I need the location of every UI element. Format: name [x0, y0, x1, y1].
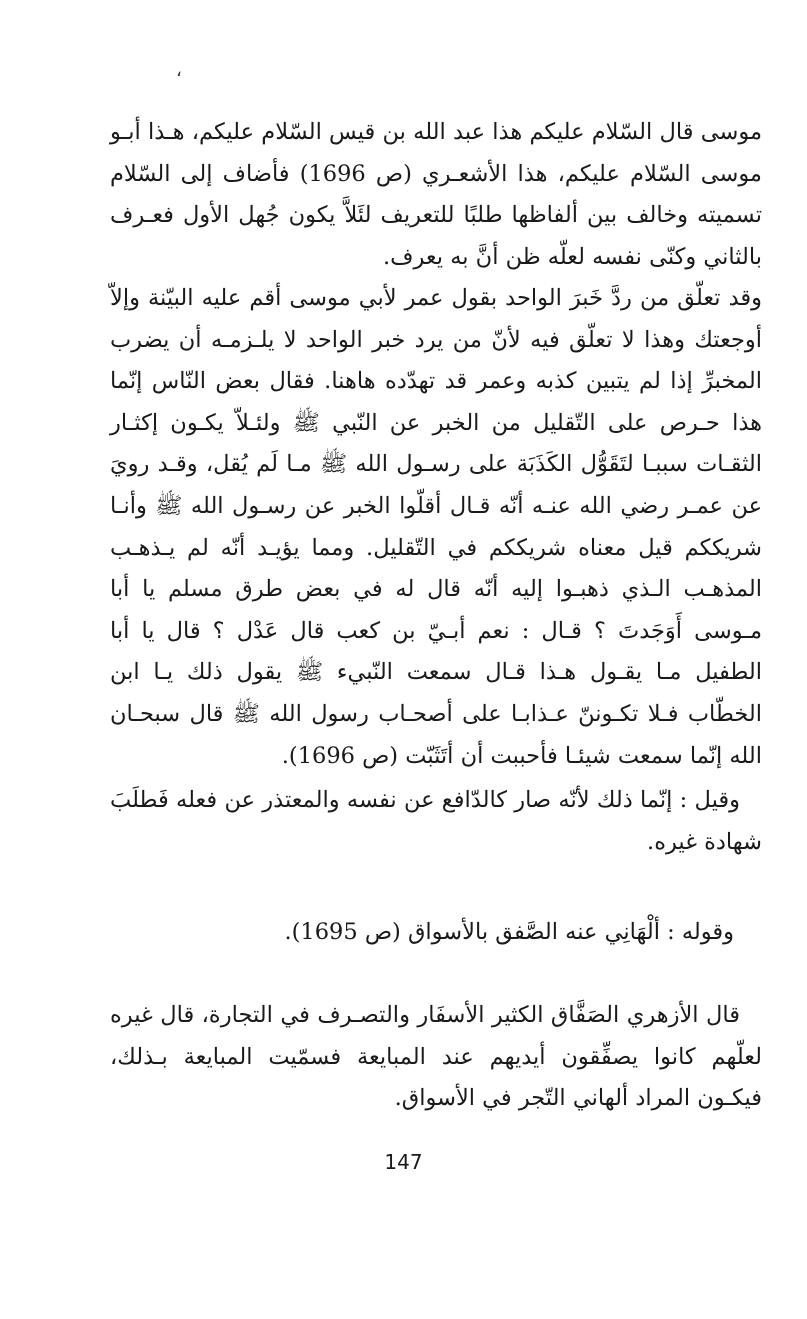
- page-number: 147: [384, 1150, 423, 1174]
- paragraph-text: موسى قال السّلام عليكم هذا عبد الله بن قيس السّلام عليكم، هـذا أبـو موسى السّلام عليكم، هذا الأشعـري (ص 1696) فأضاف إلى السّلام تسميته وخالف بين ألفاظها طلبًا للتعريف لئَلاَّ يكون جُهل الأول فعـرف بالثاني وكنّى نفسه لعلّه ظن أنَّ به يعرف.: [110, 119, 762, 270]
- top-mark: ،: [176, 60, 182, 81]
- paragraph-text: وقد تعلّق من ردَّ خَبرَ الواحد بقول عمر لأبي موسى أقم عليه البيّنة وإلاّ أوجعتك وهذا لا تعلّق فيه لأنّ من يرد خبر الواحد لا يلـزمـه أن يضرب المخبرِّ إذا لم يتبين كذبه وعمر قد تهدّده هاهنا. فقال بعض النّاس إنّما هذا حـرص على التّقليل من الخبر عن النّبي ﷺ ولئـلاّ يكـون إكثـار الثقـات سببـا لتَقَوُّل الكَذَبَة على رسـول الله ﷺ مـا لَم يُقل، وقـد رويَ عن عمـر رضي الله عنـه أنّه قـال أقلّوا الخبر عن رسـول الله ﷺ وأنـا شريككم قيل معناه شريككم في التّقليل. ومما يؤيـد أنّه لم يـذهـب المذهـب الـذي ذهبـوا إليه أنّه قال له في بعض طرق مسلم يا أبا مـوسى أَوَجَدتَ ؟ قـال : نعم أبـيّ بن كعب قال عَدْل ؟ قال يا أبا الطفيل مـا يقـول هـذا قـال سمعت النّبيء ﷺ يقول ذلك يـا ابن الخطّاب فـلا تكـوننّ عـذابـا على أصحـاب رسول الله ﷺ قال سبحـان الله إنّما سمعت شيئـا فأحببت أن أتَثَبّت (ص 1696).: [110, 285, 762, 769]
- paragraph-quote-heading: [110, 912, 762, 954]
- paragraph-text: وقيل : إنّما ذلك لأنّه صار كالدّافع عن نفسه والمعتذر عن فعله فَطلَبَ شهادة غيره.: [110, 787, 762, 855]
- paragraph-alternative-explanation: [110, 780, 762, 863]
- paragraph-azhari-commentary: [110, 995, 762, 1120]
- paragraph-text: قال الأزهري الصَفَّاق الكثير الأسفَار والتصـرف في التجارة، قال غيره لعلّهم كانوا يصفِّقون أيديهم عند المبايعة فسمّيت المبايعة بـذلك، فيكـون المراد ألهاني التّجر في الأسواق.: [110, 1002, 762, 1112]
- paragraph-text: وقوله : ألْهَانِي عنه الصَّفق بالأسواق (ص 1695).: [284, 919, 734, 945]
- paragraph-umar-abu-musa: [110, 278, 762, 777]
- paragraph-greeting-names: [110, 112, 762, 278]
